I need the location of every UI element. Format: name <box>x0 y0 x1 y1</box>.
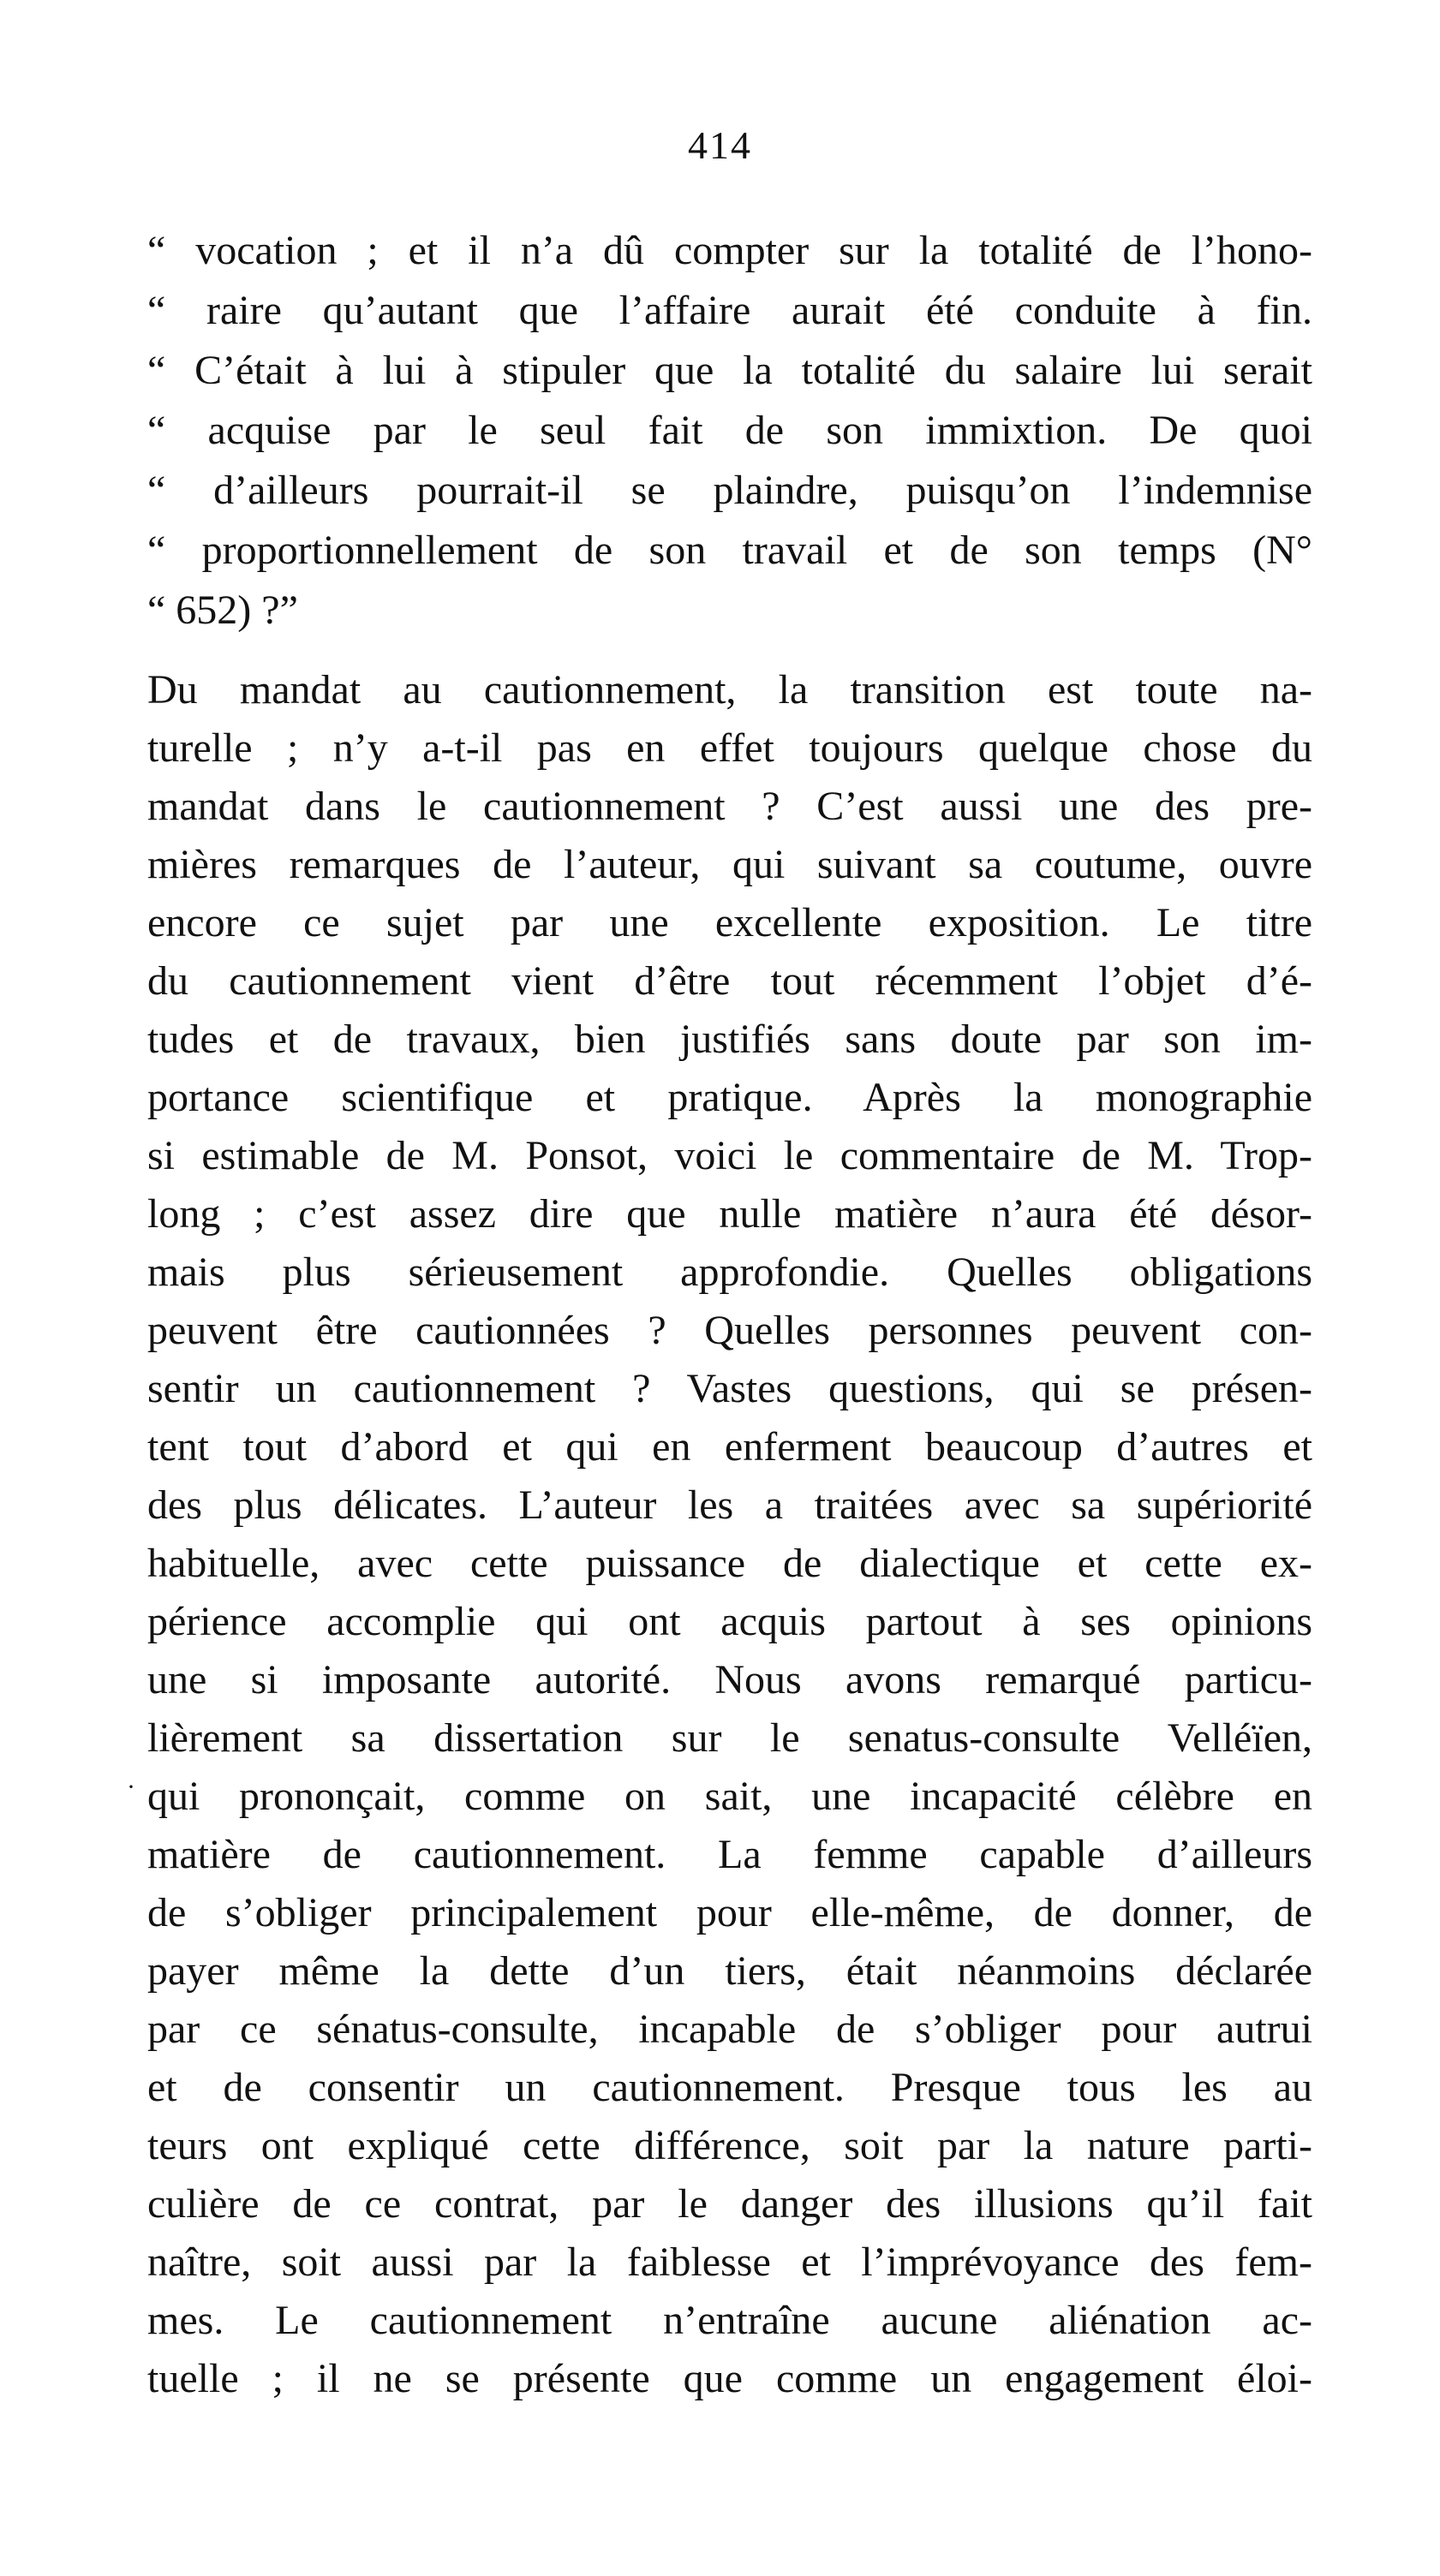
body-line: lièrement sa dissertation sur le senatus-consulte Velléïen, <box>147 1715 1312 1761</box>
body-line: habituelle, avec cette puissance de dialectique et cette ex- <box>147 1541 1312 1586</box>
body-line: mandat dans le cautionnement ? C’est aussi une des pre- <box>147 784 1312 829</box>
body-line: peuvent être cautionnées ? Quelles personnes peuvent con- <box>147 1308 1312 1353</box>
body-line: mais plus sérieusement approfondie. Quelles obligations <box>147 1249 1312 1295</box>
body-line: Du mandat au cautionnement, la transition est toute na- <box>147 667 1312 713</box>
body-line: encore ce sujet par une excellente exposition. Le titre <box>147 900 1312 945</box>
page-number: 414 <box>688 123 752 167</box>
body-line: du cautionnement vient d’être tout récemment l’objet d’é- <box>147 958 1312 1004</box>
quote-line: “ d’ailleurs pourrait-il se plaindre, puisqu’on l’indemnise <box>147 468 1312 513</box>
body-line: de s’obliger principalement pour elle-même, de donner, de <box>147 1890 1312 1935</box>
quote-line: “ raire qu’autant que l’affaire aurait été conduite à fin. <box>147 288 1312 333</box>
body-line: long ; c’est assez dire que nulle matière n’aura été désor- <box>147 1191 1312 1237</box>
body-line: payer même la dette d’un tiers, était néanmoins déclarée <box>147 1948 1312 1994</box>
body-line: tudes et de travaux, bien justifiés sans doute par son im- <box>147 1017 1312 1062</box>
quote-line: “ vocation ; et il n’a dû compter sur la totalité de l’hono- <box>147 228 1312 273</box>
body-line: périence accomplie qui ont acquis partout à ses opinions <box>147 1599 1312 1644</box>
body-line: si estimable de M. Ponsot, voici le commentaire de M. Trop- <box>147 1133 1312 1178</box>
body-line: sentir un cautionnement ? Vastes questions, qui se présen- <box>147 1366 1312 1411</box>
quote-line: “ acquise par le seul fait de son immixtion. De quoi <box>147 408 1312 453</box>
body-line: tent tout d’abord et qui en enferment beaucoup d’autres et <box>147 1424 1312 1470</box>
body-line: naître, soit aussi par la faiblesse et l’imprévoyance des fem- <box>147 2239 1312 2285</box>
body-line: teurs ont expliqué cette différence, soit par la nature parti- <box>147 2123 1312 2168</box>
body-line: matière de cautionnement. La femme capable d’ailleurs <box>147 1832 1312 1877</box>
body-line: des plus délicates. L’auteur les a traitées avec sa supériorité <box>147 1482 1312 1528</box>
quoted-passage <box>147 221 1312 641</box>
body-line: mières remarques de l’auteur, qui suivant sa coutume, ouvre <box>147 842 1312 887</box>
body-line: portance scientifique et pratique. Après la monographie <box>147 1075 1312 1120</box>
body-line: une si imposante autorité. Nous avons remarqué particu- <box>147 1657 1312 1702</box>
quote-line: “ C’était à lui à stipuler que la totalité du salaire lui serait <box>147 348 1312 393</box>
body-line: par ce sénatus-consulte, incapable de s’obliger pour autrui <box>147 2007 1312 2052</box>
body-line: turelle ; n’y a-t-il pas en effet toujours quelque chose du <box>147 725 1312 771</box>
body-line: qui prononçait, comme on sait, une incapacité célèbre en <box>147 1774 1312 1819</box>
quote-line: “ 652) ?” <box>147 587 298 633</box>
margin-mark: · <box>127 1773 135 1801</box>
body-paragraph <box>147 661 1312 2408</box>
body-line: culière de ce contrat, par le danger des illusions qu’il fait <box>147 2181 1312 2227</box>
body-line: mes. Le cautionnement n’entraîne aucune aliénation ac- <box>147 2298 1312 2343</box>
body-line: et de consentir un cautionnement. Presque tous les au <box>147 2065 1312 2110</box>
quote-line: “ proportionnellement de son travail et de son temps (N° <box>147 528 1312 573</box>
body-line: tuelle ; il ne se présente que comme un engagement éloi- <box>147 2356 1312 2401</box>
